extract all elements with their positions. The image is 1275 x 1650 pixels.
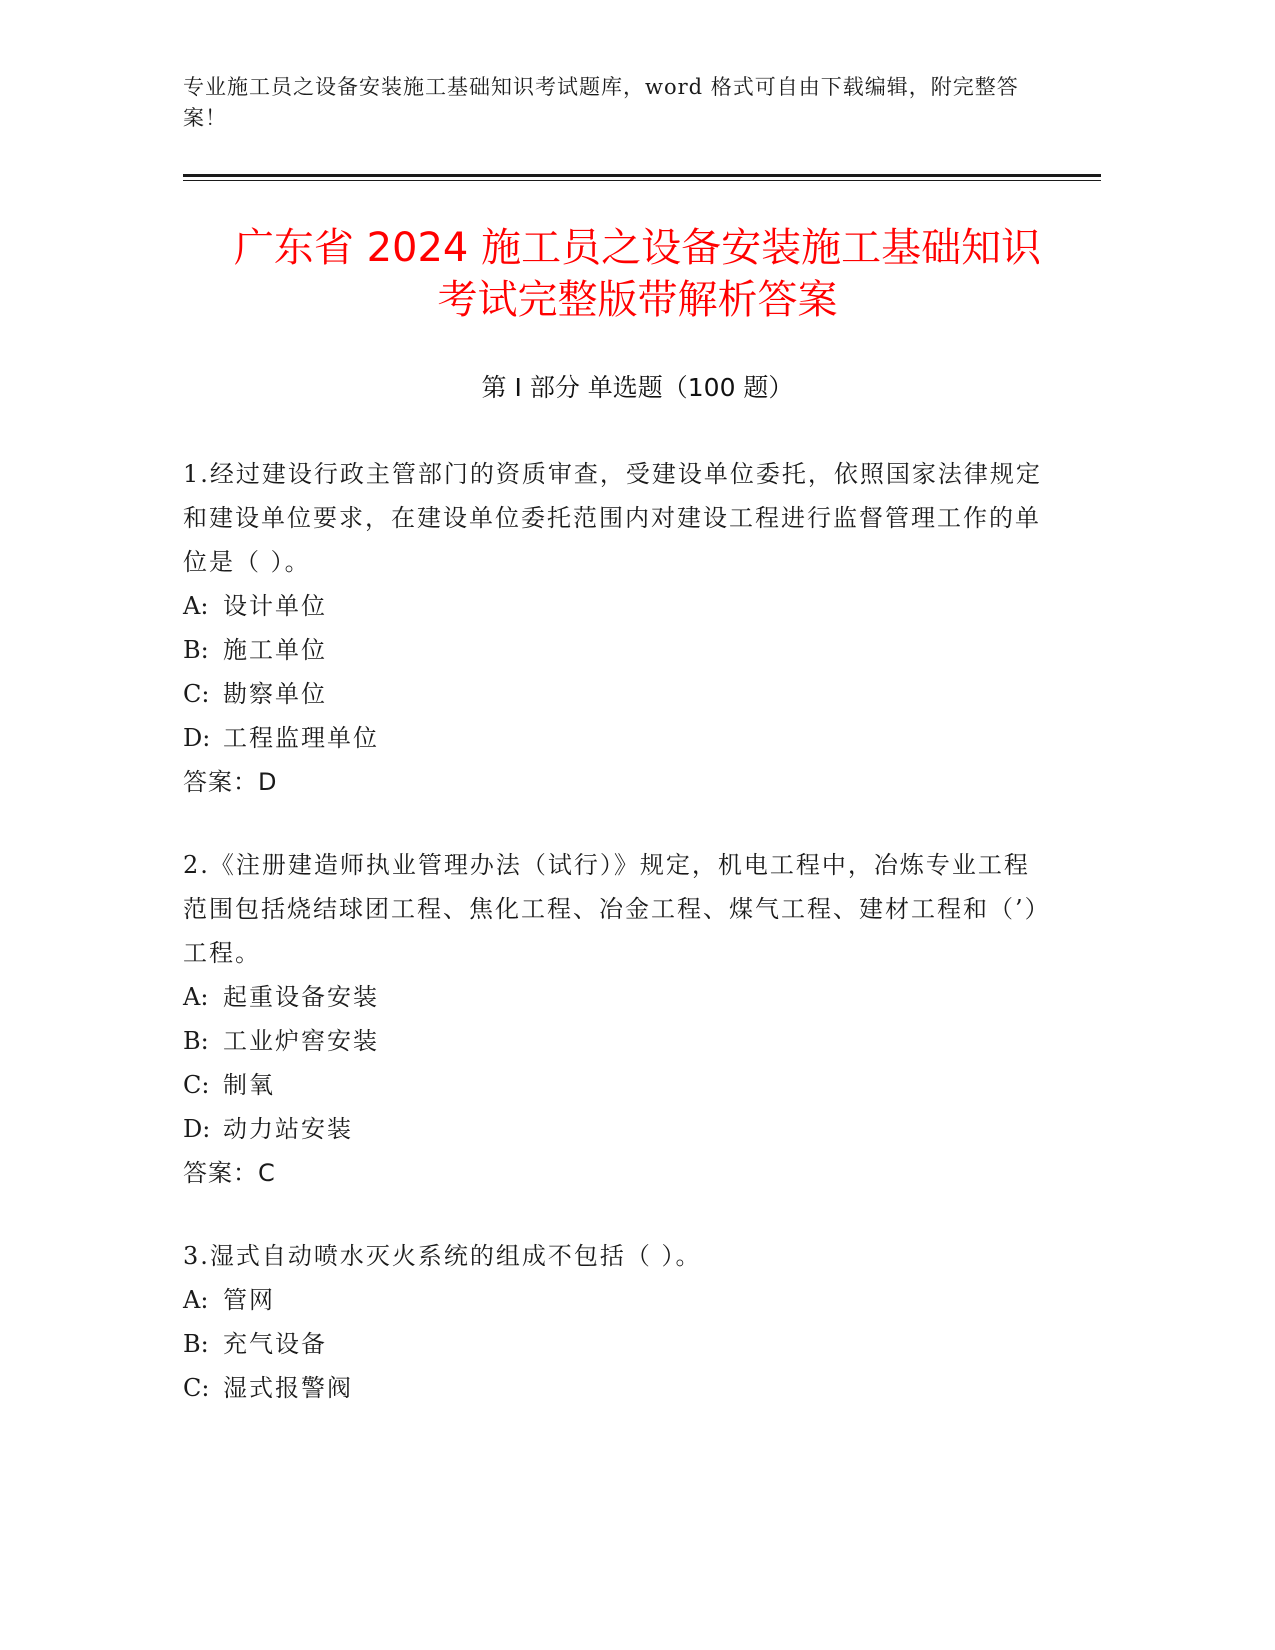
header-divider-thick (183, 174, 1101, 177)
option-letter: A: (183, 592, 209, 620)
option-text: 工程监理单位 (223, 724, 379, 752)
document-title-line-1: 广东省 2024 施工员之设备安装施工基础知识 (233, 225, 1042, 271)
option-text: 制氧 (223, 1071, 275, 1099)
option-letter: A: (183, 1286, 209, 1314)
option-text: 勘察单位 (223, 680, 327, 708)
option-text: 工业炉窖安装 (223, 1027, 379, 1055)
answer-option-d (183, 1107, 1043, 1151)
question-stem: 3.湿式自动喷水灭火系统的组成不包括（ ）。 (183, 1242, 702, 1270)
answer-option-a (183, 1278, 1043, 1322)
question-item (183, 452, 1043, 804)
option-text: 管网 (223, 1286, 275, 1314)
option-letter: B: (183, 1330, 209, 1358)
answer-option-b (183, 628, 1043, 672)
option-text: 起重设备安装 (223, 983, 379, 1011)
option-letter: C: (183, 1374, 210, 1402)
answer-key: 答案：C (183, 1159, 276, 1187)
answer-option-a (183, 584, 1043, 628)
option-letter: C: (183, 1071, 210, 1099)
option-text: 充气设备 (223, 1330, 327, 1358)
header-divider-thin (183, 180, 1101, 181)
answer-option-b (183, 1019, 1043, 1063)
document-title-line-2: 考试完整版带解析答案 (437, 277, 838, 323)
answer-option-c (183, 1366, 1043, 1410)
option-text: 动力站安装 (223, 1115, 353, 1143)
option-text: 湿式报警阀 (223, 1374, 353, 1402)
answer-option-c (183, 672, 1043, 716)
question-list (183, 452, 1043, 1449)
answer-option-a (183, 975, 1043, 1019)
question-stem: 1.经过建设行政主管部门的资质审查，受建设单位委托，依照国家法律规定和建设单位要求，在建设单位委托范围内对建设工程进行监督管理工作的单位是（ ）。 (183, 460, 1042, 576)
answer-option-d (183, 716, 1043, 760)
option-text: 施工单位 (223, 636, 327, 664)
option-letter: A: (183, 983, 209, 1011)
question-item (183, 843, 1043, 1195)
answer-key: 答案：D (183, 768, 278, 796)
option-letter: C: (183, 680, 210, 708)
section-heading: 第 I 部分 单选题（100 题） (481, 373, 794, 402)
answer-option-b (183, 1322, 1043, 1366)
header-note: 专业施工员之设备安装施工基础知识考试题库，word 格式可自由下载编辑，附完整答案！ (183, 75, 1019, 130)
option-letter: D: (183, 1115, 211, 1143)
option-letter: B: (183, 1027, 209, 1055)
option-letter: B: (183, 636, 209, 664)
option-letter: D: (183, 724, 211, 752)
option-text: 设计单位 (223, 592, 327, 620)
document-title (150, 222, 1125, 326)
question-stem: 2.《注册建造师执业管理办法（试行）》规定，机电工程中，冶炼专业工程范围包括烧结球团工程、焦化工程、冶金工程、煤气工程、建材工程和（’）工程。 (183, 851, 1039, 967)
answer-option-c (183, 1063, 1043, 1107)
question-item (183, 1234, 1043, 1410)
